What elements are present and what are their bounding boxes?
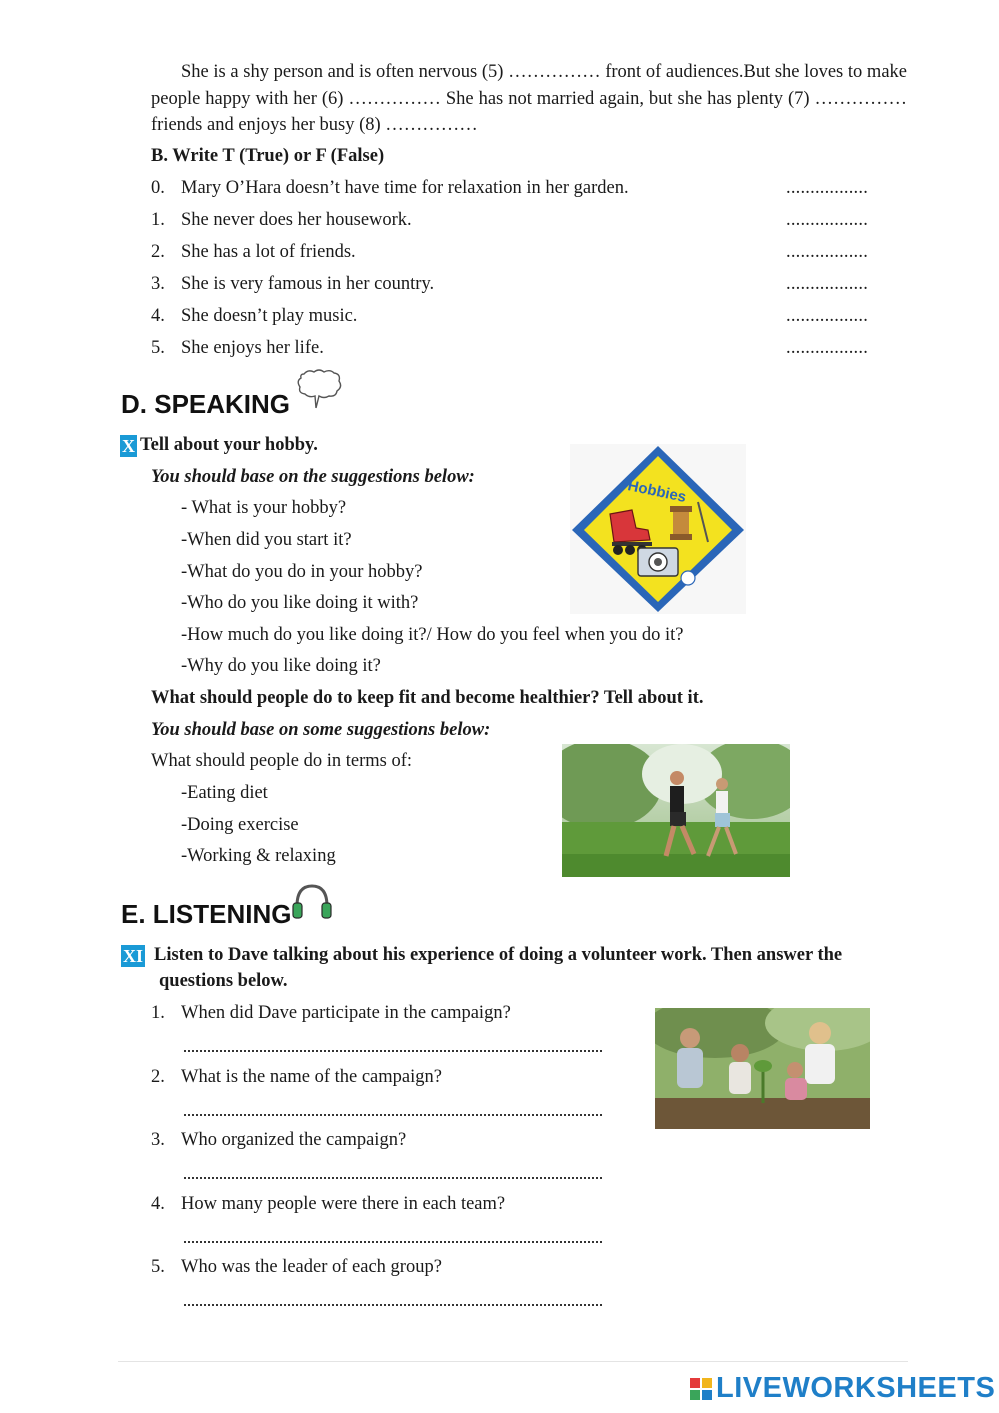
tf-answer-field[interactable]: ................. [786,242,869,262]
speech-bubble-icon [296,368,344,412]
speaking-task2-hint: You should base on some suggestions below: [151,720,491,740]
tf-item-number: 3. [151,274,165,294]
joggers-photo [562,744,790,877]
speaking-task-hint: You should base on the suggestions below: [151,467,475,487]
question-text: What is the name of the campaign? [181,1067,442,1087]
footer-divider [118,1361,908,1362]
suggestion-item: -Who do you like doing it with? [181,593,419,613]
tf-answer-field[interactable]: ................. [786,338,869,358]
task-number-badge: XI [123,946,144,966]
badge-image-label: Hobbies [626,477,688,507]
tf-item-text: She is very famous in her country. [181,274,435,294]
answer-line[interactable] [184,1176,602,1179]
answer-line[interactable] [184,1240,602,1243]
reading-paragraph-text: She is a shy person and is often nervous (5) …………… front of audiences.But she loves to make people happy with her (6) …………… She has not married again, but she has plenty (7) …………… friends and enjoys her busy (8) …………… [151,62,907,135]
liveworksheets-logo-icon [690,1378,712,1400]
tf-item-text: She enjoys her life. [181,338,324,358]
speaking-task-title: Tell about your hobby. [140,435,318,455]
question-text: Who was the leader of each group? [181,1257,442,1277]
tf-item-text: She never does her housework. [181,210,412,230]
suggestion-item: -When did you start it? [181,530,352,550]
question-text: Who organized the campaign? [181,1130,407,1150]
answer-line[interactable] [184,1303,602,1306]
tf-item-number: 0. [151,178,165,198]
tf-answer-field[interactable]: ................. [786,306,869,326]
speaking-task2-intro: What should people do in terms of: [151,751,413,771]
tf-item-text: She has a lot of friends. [181,242,356,262]
listening-heading: E. LISTENING [121,899,292,929]
logo-text: LIVEWORKSHEETS [716,1372,996,1404]
tf-answer-field[interactable]: ................. [786,274,869,294]
answer-line[interactable] [184,1113,602,1116]
speaking-task2-title: What should people do to keep fit and become healthier? Tell about it. [151,688,704,708]
answer-line[interactable] [184,1049,602,1052]
tf-item-text: Mary O’Hara doesn’t have time for relaxation in her garden. [181,178,629,198]
volunteers-photo [655,1008,870,1129]
question-text: When did Dave participate in the campaign? [181,1003,511,1023]
suggestion-item: -How much do you like doing it?/ How do you feel when you do it? [181,625,684,645]
reading-paragraph [151,59,907,139]
question-number: 2. [151,1067,165,1087]
question-number: 3. [151,1130,165,1150]
suggestion-item: -What do you do in your hobby? [181,562,423,582]
suggestion-item: - What is your hobby? [181,498,347,518]
question-number: 1. [151,1003,165,1023]
question-text: How many people were there in each team? [181,1194,506,1214]
question-number: 5. [151,1257,165,1277]
suggestion-item: -Working & relaxing [181,846,336,866]
part-b-title: B. Write T (True) or F (False) [151,146,385,166]
hobbies-badge-image [570,444,746,614]
tf-item-number: 4. [151,306,165,326]
question-number: 4. [151,1194,165,1214]
tf-item-number: 5. [151,338,165,358]
tf-answer-field[interactable]: ................. [786,178,869,198]
listening-task-title-cont: questions below. [159,971,288,991]
listening-task-title: Listen to Dave talking about his experience of doing a volunteer work. Then answer the [154,945,843,965]
headphones-icon [290,880,334,922]
suggestion-item: -Doing exercise [181,815,299,835]
suggestion-item: -Eating diet [181,783,268,803]
tf-answer-field[interactable]: ................. [786,210,869,230]
suggestion-item: -Why do you like doing it? [181,656,381,676]
tf-item-text: She doesn’t play music. [181,306,358,326]
tf-item-number: 2. [151,242,165,262]
task-number-badge: X [122,436,135,456]
speaking-heading: D. SPEAKING [121,389,291,419]
tf-item-number: 1. [151,210,165,230]
